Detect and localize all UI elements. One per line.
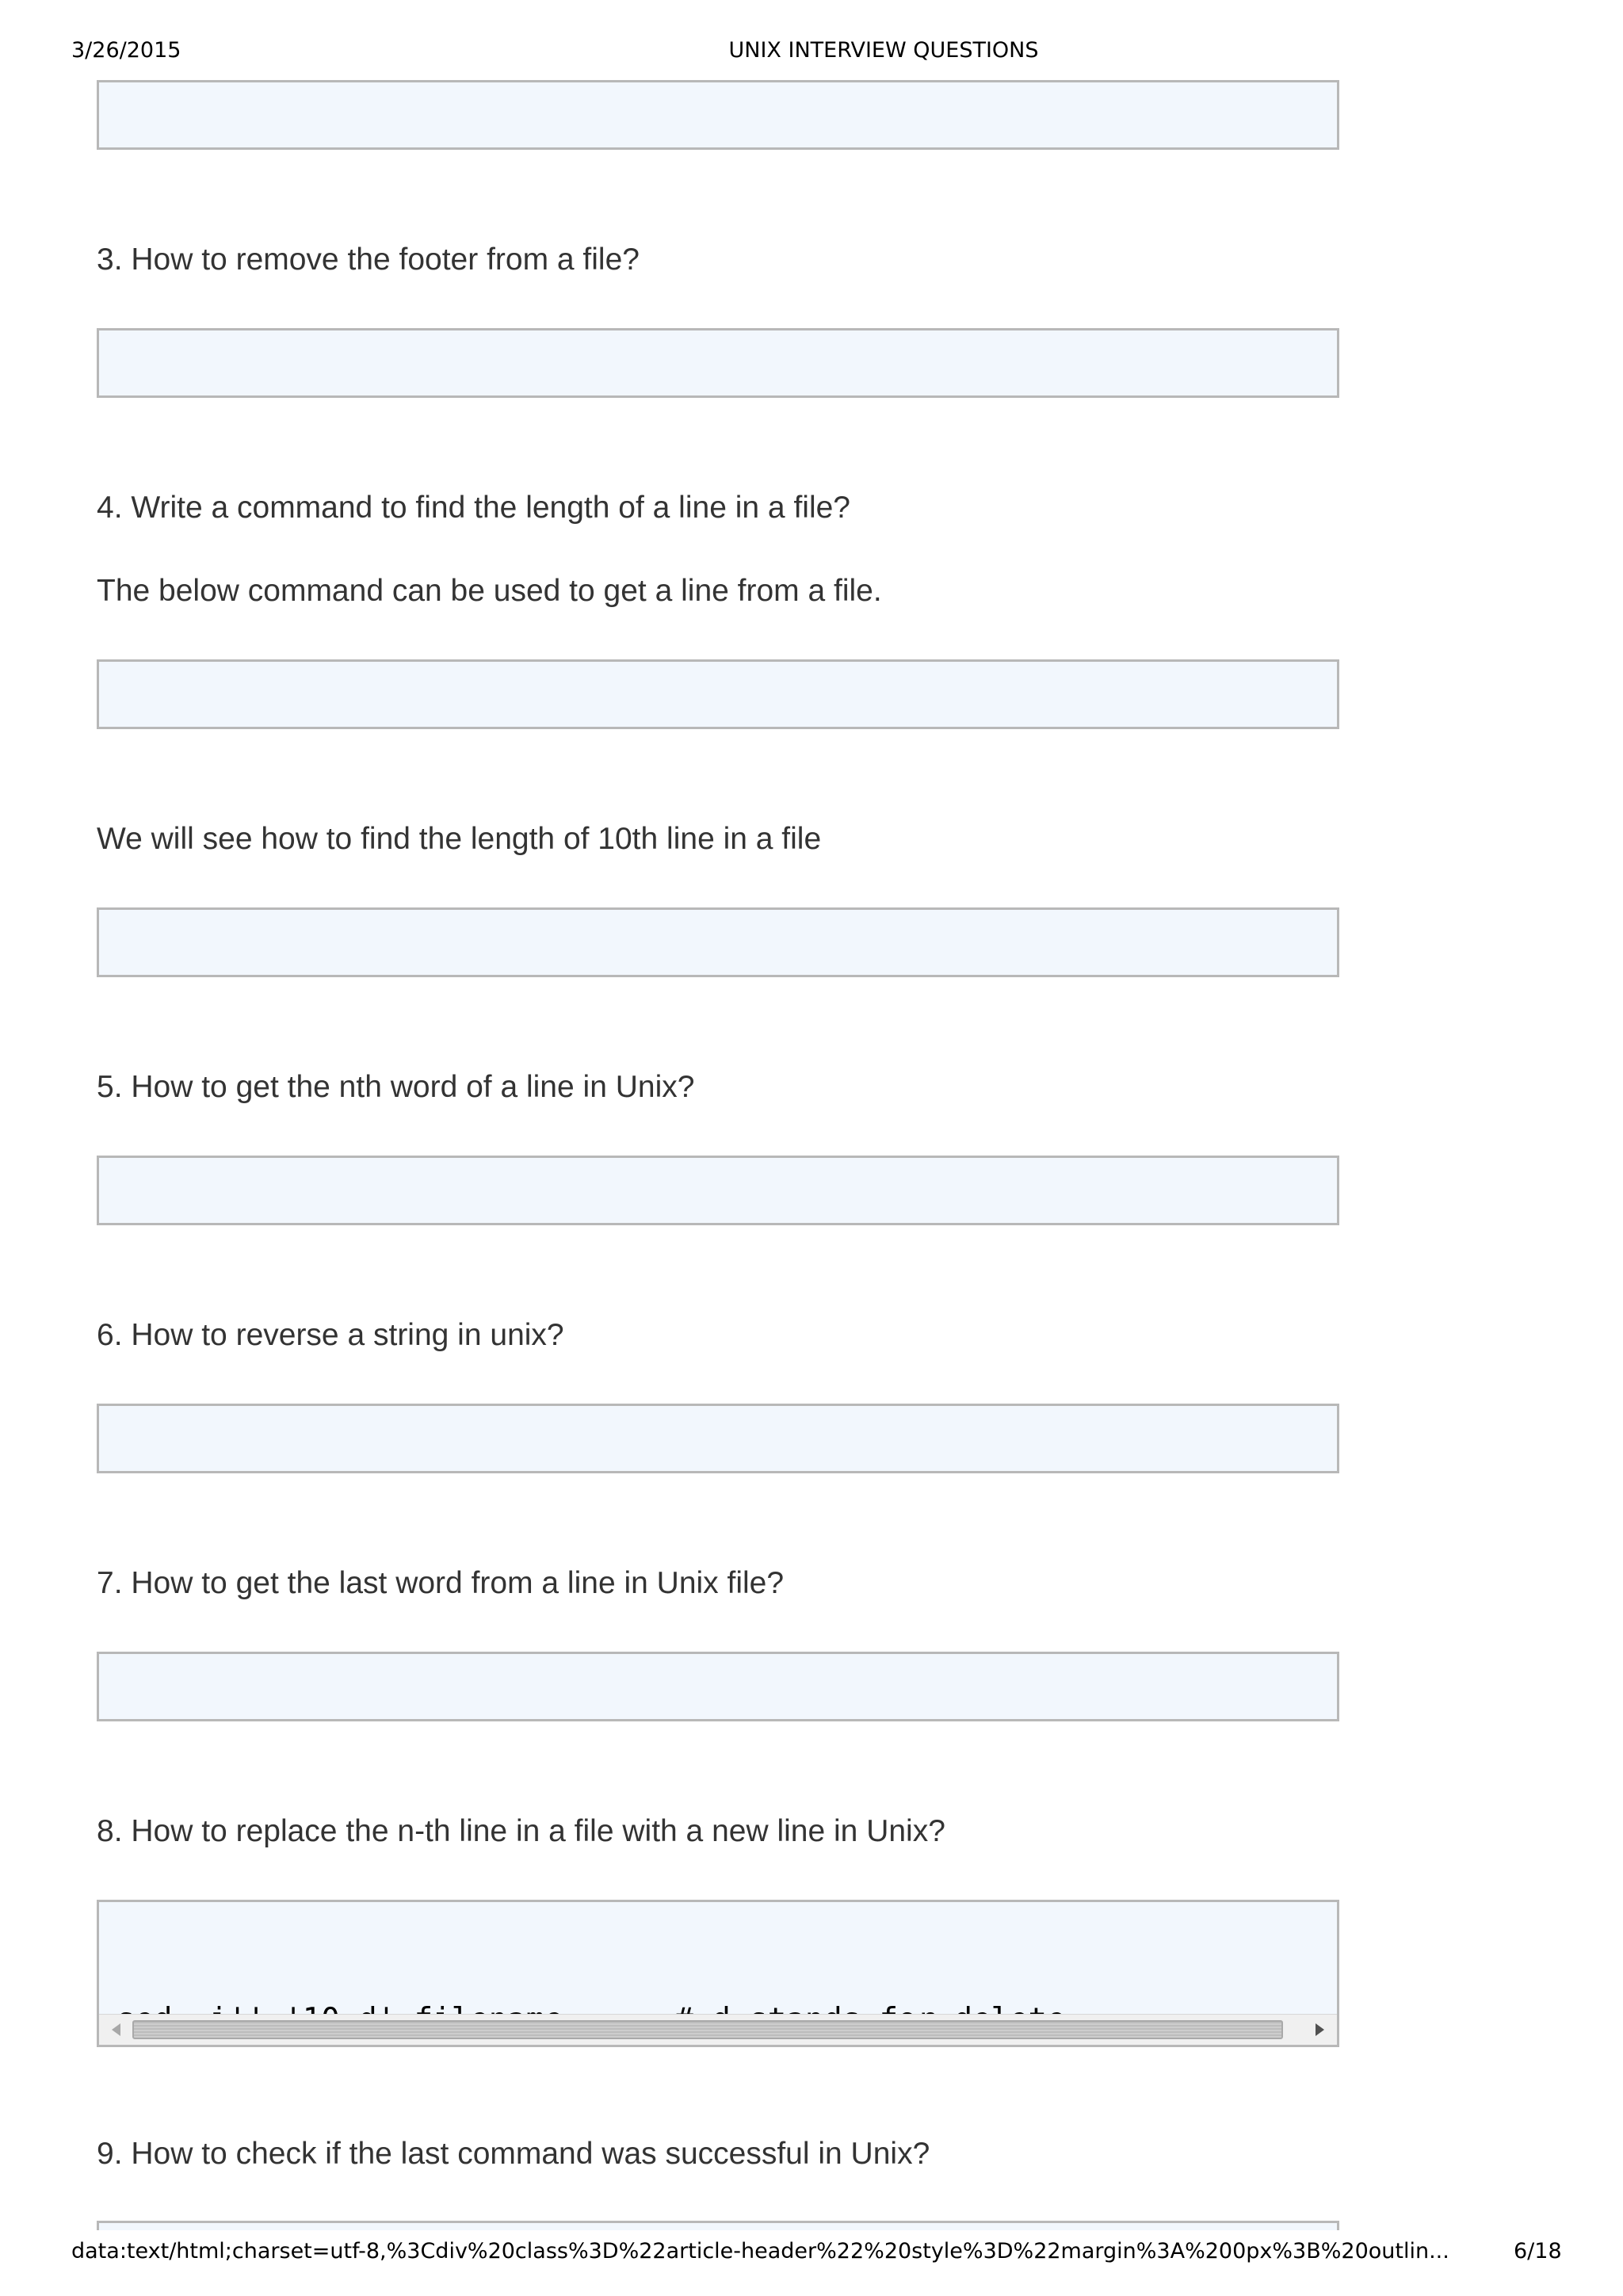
scroll-right-arrow-icon[interactable] [1316, 2023, 1324, 2036]
code-block-replace-line [97, 1900, 1339, 2047]
horizontal-scrollbar[interactable] [99, 2014, 1337, 2045]
scrollbar-thumb[interactable] [132, 2020, 1283, 2039]
print-url: data:text/html;charset=utf-8,%3Cdiv%20class%3D%22article-header%22%20style%3D%22margin%3A%200px%3B%20outlin... [71, 2239, 1449, 2264]
question-3: 3. How to remove the footer from a file? [97, 243, 640, 277]
paragraph-line-length: We will see how to find the length of 10th line in a file [97, 822, 822, 856]
code-block-cut-off [97, 2221, 1339, 2230]
print-header [0, 38, 1623, 70]
question-5: 5. How to get the nth word of a line in Unix? [97, 1070, 695, 1104]
code-block-delete-header [97, 80, 1339, 150]
question-7: 7. How to get the last word from a line in Unix file? [97, 1566, 785, 1600]
paragraph-get-line: The below command can be used to get a line from a file. [97, 574, 882, 608]
code-block-get-line [97, 659, 1339, 729]
code-block-nth-word [97, 1156, 1339, 1225]
code-block-delete-footer [97, 328, 1339, 398]
code-block-last-word [97, 1652, 1339, 1721]
print-date: 3/26/2015 [71, 38, 181, 63]
print-title: UNIX INTERVIEW QUESTIONS [728, 38, 1039, 63]
question-6: 6. How to reverse a string in unix? [97, 1318, 564, 1352]
scroll-left-arrow-icon[interactable] [112, 2023, 120, 2036]
code-block-reverse [97, 1404, 1339, 1473]
question-8: 8. How to replace the n-th line in a file with a new line in Unix? [97, 1814, 945, 1848]
code-block-line-length [97, 907, 1339, 977]
question-9: 9. How to check if the last command was successful in Unix? [97, 2137, 930, 2171]
print-footer [0, 2239, 1623, 2271]
question-4: 4. Write a command to find the length of a line in a file? [97, 491, 850, 525]
page-number: 6/18 [1514, 2239, 1562, 2264]
